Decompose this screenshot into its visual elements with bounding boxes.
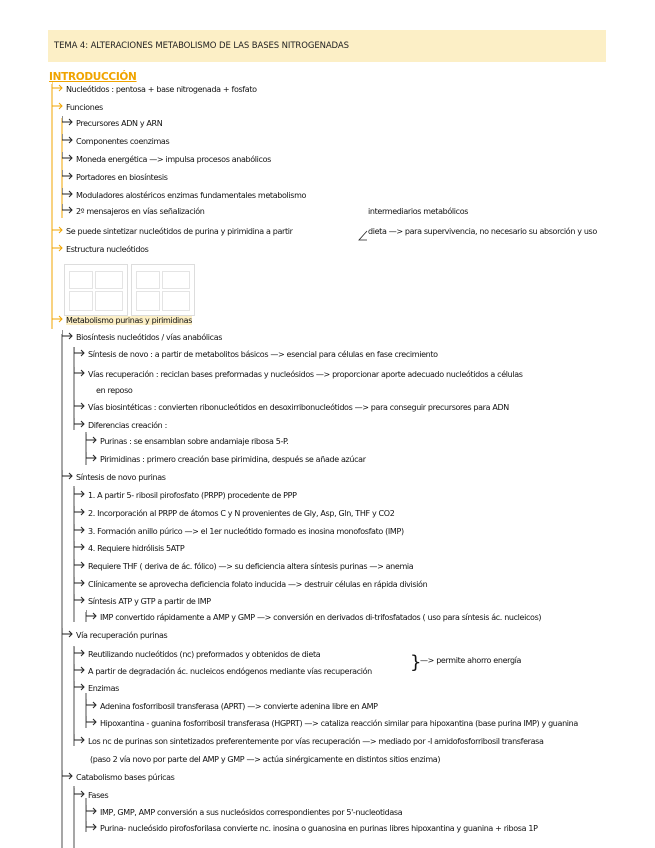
note-text: 3. Formación anillo púrico —> el 1er nucleótido formado es inosina monofosfato (IMP) <box>88 527 404 536</box>
note-line <box>62 137 169 146</box>
note-line <box>74 491 297 500</box>
branch-arrow-icon <box>52 246 66 254</box>
branch-arrow-icon <box>74 422 88 430</box>
note-line <box>74 737 544 746</box>
note-text: Nucleótidos : pentosa + base nitrogenada + fosfato <box>66 85 257 94</box>
note-line <box>62 173 168 182</box>
note-text: Componentes coenzimas <box>76 137 170 146</box>
note-text: Hipoxantina - guanina fosforribosil transferasa (HGPRT) —> cataliza reacción similar para hipoxantina (base purina IMP) y guanina <box>100 719 578 728</box>
note-text: 1. A partir 5- ribosil pirofosfato (PRPP) procedente de PPP <box>88 491 297 500</box>
note-text: —> permite ahorro energía <box>420 656 522 665</box>
fork-mark <box>359 231 367 240</box>
note-line <box>62 333 222 342</box>
branch-arrow-icon <box>86 720 100 728</box>
note-line <box>62 119 162 128</box>
branch-arrow-icon <box>86 456 100 464</box>
note-text: Vías biosintéticas : convierten ribonucleótidos en desoxirribonucleótidos —> para conseguir precursores para ADN <box>88 403 509 412</box>
branch-arrow-icon <box>74 685 88 693</box>
note-text: Los nc de purinas son sintetizados preferentemente por vías recuperación —> mediado por -I amidofosforribosil transferasa <box>88 737 544 746</box>
note-line <box>368 227 597 236</box>
branch-arrow-icon <box>62 632 76 640</box>
note-line <box>52 103 103 112</box>
note-text: Metabolismo purinas y pirimidinas <box>66 316 193 325</box>
branch-arrow-icon <box>86 703 100 711</box>
note-line <box>74 370 523 379</box>
note-line <box>420 656 521 665</box>
note-line <box>74 544 184 553</box>
branch-arrow-icon <box>74 545 88 553</box>
note-text: Fases <box>88 791 109 800</box>
branch-arrow-icon <box>62 120 76 128</box>
note-line <box>74 650 320 659</box>
branch-arrow-icon <box>52 228 66 236</box>
note-line <box>52 227 293 236</box>
note-text: Reutilizando nucleótidos (nc) preformados y obtenidos de dieta <box>88 650 321 659</box>
note-text: Biosíntesis nucleótidos / vías anabólicas <box>76 333 223 342</box>
note-text: Diferencias creación : <box>88 421 167 430</box>
section-title: INTRODUCCIÓN <box>49 71 137 83</box>
note-line <box>86 824 538 833</box>
branch-arrow-icon <box>74 492 88 500</box>
branch-arrow-icon <box>62 138 76 146</box>
note-line <box>74 667 372 676</box>
branch-arrow-icon <box>52 317 66 325</box>
note-line <box>62 155 271 164</box>
branch-arrow-icon <box>62 192 76 200</box>
note-line <box>74 421 167 430</box>
note-line <box>74 509 394 518</box>
note-text: 2. Incorporación al PRPP de átomos C y N provenientes de Gly, Asp, Gln, THF y CO2 <box>88 509 395 518</box>
branch-arrow-icon <box>62 174 76 182</box>
note-text: Vías recuperación : reciclan bases preformadas y nucleósidos —> proporcionar aporte adecuado nucleótidos a células <box>88 370 523 379</box>
note-line <box>52 85 257 94</box>
note-text: Estructura nucleótidos <box>66 245 149 254</box>
note-text: Pirimidinas : primero creación base pirimidina, después se añade azúcar <box>100 455 366 464</box>
branch-arrow-icon <box>74 581 88 589</box>
branch-arrow-icon <box>62 474 76 482</box>
branch-arrow-icon <box>74 510 88 518</box>
structure-thumbnail-1 <box>64 264 128 316</box>
note-text: Síntesis de novo purinas <box>76 473 166 482</box>
note-line <box>74 403 509 412</box>
note-text: Síntesis de novo : a partir de metabolitos básicos —> esencial para células en fase crecimiento <box>88 350 438 359</box>
note-text: Purina- nucleósido pirofosforilasa convierte nc. inosina o guanosina en purinas libres hipoxantina y guanina + ribosa 1P <box>100 824 538 833</box>
note-line <box>62 207 205 216</box>
branch-arrow-icon <box>62 334 76 342</box>
note-text: 4. Requiere hidrólisis 5ATP <box>88 544 185 553</box>
note-line <box>74 350 438 359</box>
branch-arrow-icon <box>62 208 76 216</box>
branch-arrow-icon <box>74 598 88 606</box>
note-text: intermediarios metabólicos <box>368 207 469 216</box>
note-line <box>74 597 211 606</box>
note-text: Funciones <box>66 103 103 112</box>
note-line <box>86 702 378 711</box>
branch-arrow-icon <box>74 792 88 800</box>
note-line <box>74 580 427 589</box>
note-text: dieta —> para supervivencia, no necesario su absorción y uso <box>368 227 597 236</box>
note-line <box>52 245 148 254</box>
note-line <box>86 808 402 817</box>
note-text: IMP convertido rápidamente a AMP y GMP —> conversión en derivados di-trifosfatados ( uso para síntesis ác. nucleicos) <box>100 613 542 622</box>
branch-arrow-icon <box>74 404 88 412</box>
note-text: Síntesis ATP y GTP a partir de IMP <box>88 597 211 606</box>
note-text: Adenina fosforribosil transferasa (APRT) —> convierte adenina libre en AMP <box>100 702 378 711</box>
branch-arrow-icon <box>74 371 88 379</box>
note-line <box>86 719 578 728</box>
note-line <box>62 631 167 640</box>
note-line <box>74 684 119 693</box>
note-text: Clínicamente se aprovecha deficiencia folato inducida —> destruir células en rápida división <box>88 580 428 589</box>
note-line <box>86 613 541 622</box>
note-line <box>52 316 192 325</box>
branch-arrow-icon <box>74 528 88 536</box>
note-line <box>74 562 413 571</box>
branch-arrow-icon <box>74 668 88 676</box>
branch-arrow-icon <box>86 825 100 833</box>
branch-arrow-icon <box>86 614 100 622</box>
note-text: Catabolismo bases púricas <box>76 773 175 782</box>
note-line <box>86 437 288 446</box>
note-line <box>62 191 306 200</box>
note-text: Purinas : se ensamblan sobre andamiaje ribosa 5-P. <box>100 437 289 446</box>
branch-arrow-icon <box>86 438 100 446</box>
branch-arrow-icon <box>74 651 88 659</box>
branch-arrow-icon <box>74 351 88 359</box>
note-line <box>96 386 132 395</box>
branch-arrow-icon <box>52 104 66 112</box>
branch-arrow-icon <box>52 86 66 94</box>
note-line <box>62 473 166 482</box>
structure-thumbnail-2 <box>131 264 195 316</box>
note-line <box>74 791 108 800</box>
branch-arrow-icon <box>86 809 100 817</box>
note-text: A partir de degradación ác. nucleicos endógenos mediante vías recuperación <box>88 667 372 676</box>
branch-arrow-icon <box>62 774 76 782</box>
note-text: en reposo <box>96 386 133 395</box>
topic-title: TEMA 4: ALTERACIONES METABOLISMO DE LAS BASES NITROGENADAS <box>54 41 349 51</box>
note-line <box>86 455 366 464</box>
note-line <box>74 527 404 536</box>
note-text: Se puede sintetizar nucleótidos de purina y pirimidina a partir <box>66 227 293 236</box>
note-line <box>368 207 468 216</box>
note-line <box>62 773 175 782</box>
note-text: Precursores ADN y ARN <box>76 119 163 128</box>
note-text: (paso 2 vía novo por parte del AMP y GMP —> actúa sinérgicamente en distintos sitios enzima) <box>90 755 441 764</box>
branch-arrow-icon <box>62 156 76 164</box>
note-text: Vía recuperación purinas <box>76 631 168 640</box>
brace-mark: } <box>410 652 422 673</box>
note-line <box>90 755 440 764</box>
branch-arrow-icon <box>74 563 88 571</box>
note-text: IMP, GMP, AMP conversión a sus nucleósidos correspondientes por 5'-nucleotidasa <box>100 808 403 817</box>
branch-arrow-icon <box>74 738 88 746</box>
note-text: Moneda energética —> impulsa procesos anabólicos <box>76 155 271 164</box>
note-text: Portadores en biosíntesis <box>76 173 168 182</box>
note-text: Enzimas <box>88 684 119 693</box>
note-text: 2º mensajeros en vías señalización <box>76 207 205 216</box>
note-text: Moduladores alostéricos enzimas fundamentales metabolismo <box>76 191 307 200</box>
note-text: Requiere THF ( deriva de ác. fólico) —> su deficiencia altera síntesis purinas —> anemia <box>88 562 414 571</box>
